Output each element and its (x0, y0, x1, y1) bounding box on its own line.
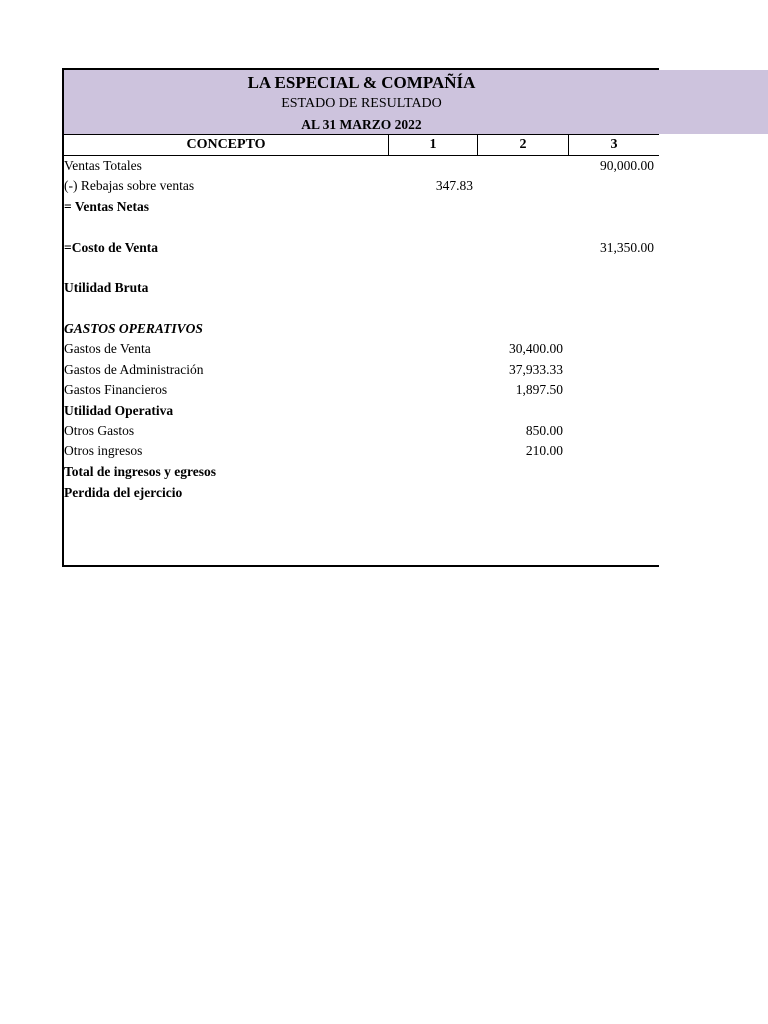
column-header-2: 2 (477, 135, 568, 155)
row-label: Otros Gastos (64, 423, 135, 438)
row-gastos-admin (64, 362, 659, 382)
row-costo-venta (64, 240, 659, 260)
column-header-row (64, 134, 659, 156)
row-label: = Ventas Netas (64, 199, 149, 214)
row-ventas-totales (64, 158, 659, 178)
row-perdida-ejercicio (64, 485, 659, 505)
row-gastos-venta (64, 341, 659, 361)
row-value-col2: 210.00 (525, 443, 563, 458)
row-otros-ingresos (64, 443, 659, 463)
column-header-concepto: CONCEPTO (186, 137, 266, 152)
statement-title: ESTADO DE RESULTADO (281, 96, 442, 111)
row-label: =Costo de Venta (64, 240, 158, 255)
row-ventas-netas (64, 199, 659, 219)
row-rebajas (64, 178, 659, 198)
row-label: Gastos de Administración (64, 362, 204, 377)
row-utilidad-bruta (64, 280, 659, 300)
row-label: (-) Rebajas sobre ventas (64, 178, 195, 193)
company-name: LA ESPECIAL & COMPAÑÍA (247, 73, 476, 92)
statement-date: AL 31 MARZO 2022 (301, 117, 422, 132)
row-label: Perdida del ejercicio (64, 485, 183, 500)
column-header-1: 1 (388, 135, 477, 155)
row-value-col3: 90,000.00 (600, 158, 654, 173)
row-label: Gastos de Venta (64, 341, 151, 356)
row-value-col2: 1,897.50 (515, 382, 563, 397)
row-otros-gastos (64, 423, 659, 443)
row-label: Utilidad Operativa (64, 403, 174, 418)
section-heading: GASTOS OPERATIVOS (64, 321, 203, 336)
row-total-ingresos-egresos (64, 464, 659, 484)
row-label: Total de ingresos y egresos (64, 464, 217, 479)
row-value-col2: 850.00 (525, 423, 563, 438)
row-label: Ventas Totales (64, 158, 142, 173)
column-header-3: 3 (568, 135, 659, 155)
row-label: Utilidad Bruta (64, 280, 149, 295)
row-value-col2: 30,400.00 (509, 341, 563, 356)
row-gastos-financieros (64, 382, 659, 402)
row-value-col3: 31,350.00 (600, 240, 654, 255)
row-value-col2: 37,933.33 (509, 362, 563, 377)
row-gastos-operativos (64, 321, 659, 341)
row-label: Otros ingresos (64, 443, 143, 458)
row-utilidad-operativa (64, 403, 659, 423)
top-border (62, 68, 659, 70)
row-label: Gastos Financieros (64, 382, 168, 397)
row-value-col1: 347.83 (435, 178, 473, 193)
